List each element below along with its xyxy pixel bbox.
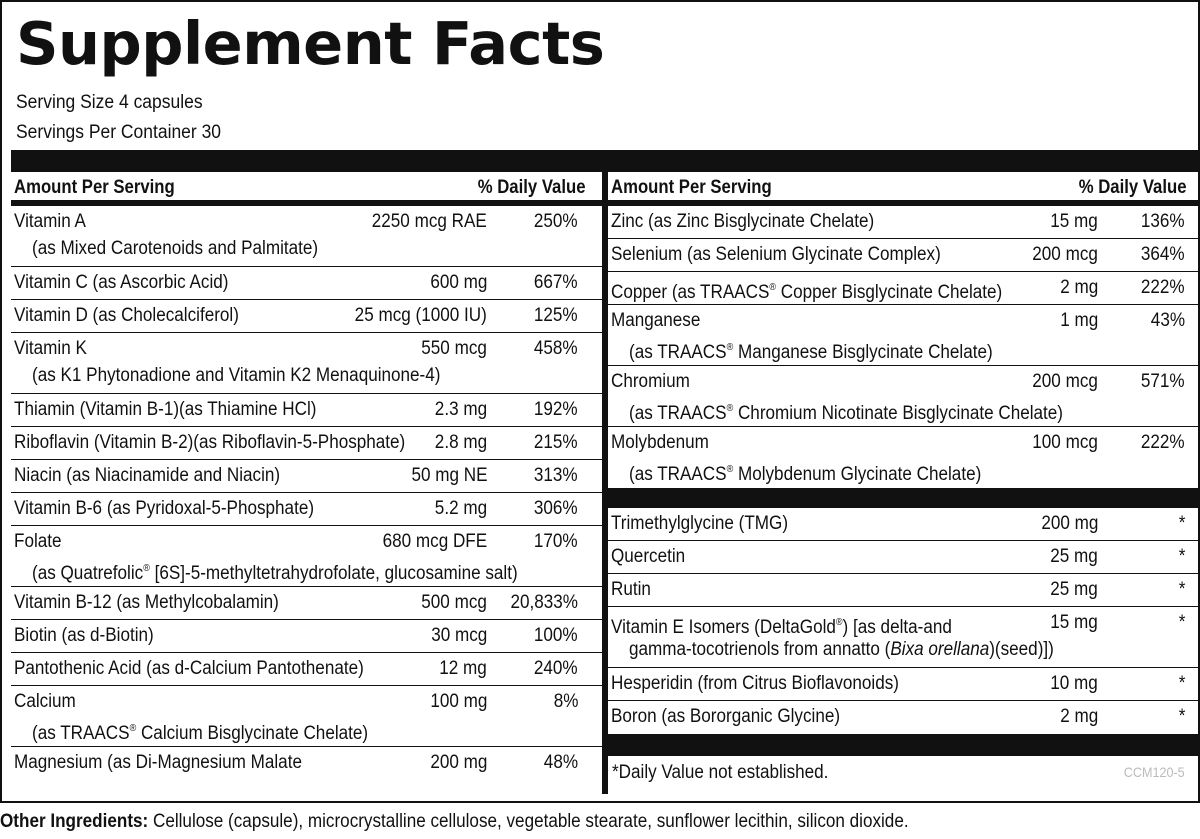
nutrient-row: [11, 206, 602, 267]
nutrient-name: Hesperidin (from Citrus Bioflavonoids): [611, 673, 899, 694]
right-column-header: [608, 172, 1199, 206]
nutrient-name: Thiamin (Vitamin B-1)(as Thiamine HCl): [14, 399, 317, 420]
nutrient-daily-value: 192%: [534, 399, 578, 420]
nutrient-row: [608, 574, 1199, 607]
nutrient-daily-value: 215%: [534, 432, 578, 453]
nutrient-daily-value: 43%: [1150, 310, 1185, 331]
nutrient-row: [608, 607, 1199, 668]
nutrient-amount: 200 mcg: [1032, 371, 1098, 392]
amount-per-serving-label: Amount Per Serving: [611, 177, 772, 198]
nutrient-row: [608, 366, 1199, 427]
botanical-name: Bixa orellana: [890, 639, 990, 660]
nutrient-amount: 600 mg: [429, 272, 487, 293]
nutrient-amount: 500 mcg: [421, 592, 487, 613]
nutrient-source: (as Quatrefolic® [6S]-5-methyltetrahydrofolate, glucosamine salt): [32, 563, 518, 584]
nutrient-name: Vitamin C (as Ascorbic Acid): [14, 272, 229, 293]
nutrient-daily-value: 8%: [553, 691, 578, 712]
nutrient-daily-value: 364%: [1141, 244, 1185, 265]
section-divider-bar: [608, 488, 1199, 508]
nutrient-name: Boron (as Bororganic Glycine): [611, 706, 841, 727]
nutrient-daily-value: 222%: [1141, 277, 1185, 298]
nutrient-daily-value: 240%: [534, 658, 578, 679]
other-ingredients: [0, 810, 909, 834]
nutrient-name: Vitamin D (as Cholecalciferol): [14, 305, 239, 326]
daily-value-label: % Daily Value: [1079, 177, 1187, 198]
nutrient-name: Manganese: [611, 310, 701, 331]
nutrient-row: [608, 541, 1199, 574]
panel-title: Supplement Facts: [16, 9, 605, 78]
nutrient-source: (as TRAACS® Chromium Nicotinate Bisglycinate Chelate): [629, 403, 1063, 424]
nutrient-name: Copper (as TRAACS® Copper Bisglycinate Chelate): [611, 282, 1003, 303]
nutrient-amount: 200 mcg: [1032, 244, 1098, 265]
nutrient-amount: 5.2 mg: [434, 498, 487, 519]
nutrient-row: [11, 427, 602, 460]
left-column: [11, 172, 602, 792]
nutrient-name: Molybdenum: [611, 432, 709, 453]
nutrient-row: [608, 508, 1199, 541]
nutrient-daily-value: 48%: [543, 752, 578, 773]
nutrient-name: Trimethylglycine (TMG): [611, 513, 789, 534]
nutrient-row: [608, 239, 1199, 272]
nutrient-daily-value: 250%: [534, 211, 578, 232]
daily-value-label: % Daily Value: [478, 177, 586, 198]
footnote-area: [608, 756, 1199, 790]
nutrient-row: [11, 526, 602, 587]
nutrient-name: Folate: [14, 531, 62, 552]
nutrient-row: [11, 460, 602, 493]
nutrient-daily-value: 100%: [534, 625, 578, 646]
nutrient-daily-value: *: [1178, 612, 1185, 633]
nutrient-row: [608, 272, 1199, 305]
nutrient-amount: 2250 mcg RAE: [371, 211, 487, 232]
nutrient-row: [11, 300, 602, 333]
nutrient-amount: 100 mcg: [1032, 432, 1098, 453]
nutrient-row: [11, 587, 602, 620]
nutrient-row: [11, 267, 602, 300]
nutrient-amount: 2.8 mg: [434, 432, 487, 453]
nutrient-source: gamma-tocotrienols from annatto (Bixa orellana)(seed)]): [629, 639, 1054, 660]
nutrient-source: (as TRAACS® Manganese Bisglycinate Chelate): [629, 342, 993, 363]
nutrient-row: [11, 333, 602, 394]
section-divider-bar: [608, 734, 1199, 756]
nutrient-amount: 2.3 mg: [434, 399, 487, 420]
nutrient-daily-value: 306%: [534, 498, 578, 519]
top-divider-bar: [11, 150, 1199, 172]
nutrient-amount: 25 mcg (1000 IU): [354, 305, 487, 326]
nutrient-daily-value: 136%: [1141, 211, 1185, 232]
nutrient-row: [608, 701, 1199, 734]
right-column: [608, 172, 1199, 792]
nutrient-row: [11, 620, 602, 653]
product-code: CCM120-5: [1124, 764, 1185, 780]
nutrient-amount: 30 mcg: [430, 625, 487, 646]
nutrient-row: [11, 493, 602, 526]
nutrient-daily-value: 571%: [1141, 371, 1185, 392]
nutrient-name: Magnesium (as Di-Magnesium Malate: [14, 752, 302, 773]
nutrient-amount: 200 mg: [1040, 513, 1098, 534]
nutrient-name: Calcium: [14, 691, 76, 712]
nutrient-amount: 1 mg: [1059, 310, 1098, 331]
nutrient-source: (as TRAACS® Molybdenum Glycinate Chelate): [629, 464, 982, 485]
nutrient-amount: 12 mg: [439, 658, 487, 679]
nutrient-name: Vitamin B-6 (as Pyridoxal-5-Phosphate): [14, 498, 315, 519]
nutrient-row: [608, 206, 1199, 239]
nutrient-daily-value: 667%: [534, 272, 578, 293]
nutrient-name: Zinc (as Zinc Bisglycinate Chelate): [611, 211, 875, 232]
nutrient-daily-value: *: [1178, 706, 1185, 727]
nutrient-amount: 2 mg: [1059, 706, 1098, 727]
other-ingredients-label: Other Ingredients:: [0, 811, 149, 832]
nutrient-row: [11, 653, 602, 686]
nutrient-row: [11, 394, 602, 427]
servings-per-container: Servings Per Container 30: [16, 122, 222, 143]
nutrient-source: (as K1 Phytonadione and Vitamin K2 Menaquinone-4): [32, 365, 441, 386]
nutrient-amount: 15 mg: [1050, 612, 1098, 633]
nutrient-daily-value: 20,833%: [510, 592, 578, 613]
right-nutrient-rows: [608, 206, 1199, 790]
nutrient-daily-value: 170%: [534, 531, 578, 552]
nutrient-row: [608, 668, 1199, 701]
nutrient-name: Vitamin K: [14, 338, 87, 359]
nutrient-amount: 25 mg: [1050, 579, 1098, 600]
nutrient-name: Rutin: [611, 579, 651, 600]
nutrient-name: Riboflavin (Vitamin B-2)(as Riboflavin-5-Phosphate): [14, 432, 406, 453]
nutrient-amount: 50 mg NE: [410, 465, 487, 486]
nutrient-daily-value: 125%: [534, 305, 578, 326]
nutrient-amount: 15 mg: [1050, 211, 1098, 232]
other-ingredients-text: Cellulose (capsule), microcrystalline cellulose, vegetable stearate, sunflower lecithin, silicon dioxide.: [152, 811, 909, 832]
nutrient-daily-value: 458%: [534, 338, 578, 359]
nutrient-row: [608, 305, 1199, 366]
nutrient-name: Vitamin B-12 (as Methylcobalamin): [14, 592, 279, 613]
nutrient-name: Quercetin: [611, 546, 686, 567]
nutrient-row: [11, 686, 602, 747]
nutrient-amount: 2 mg: [1059, 277, 1098, 298]
nutrient-daily-value: *: [1178, 513, 1185, 534]
nutrient-row: [608, 427, 1199, 488]
nutrient-amount: 100 mg: [429, 691, 487, 712]
nutrient-name: Selenium (as Selenium Glycinate Complex): [611, 244, 941, 265]
nutrient-amount: 25 mg: [1050, 546, 1098, 567]
nutrient-amount: 680 mcg DFE: [382, 531, 487, 552]
nutrient-row: [11, 747, 602, 780]
nutrient-daily-value: *: [1178, 673, 1185, 694]
nutrient-source: (as TRAACS® Calcium Bisglycinate Chelate): [32, 723, 369, 744]
nutrient-name: Biotin (as d-Biotin): [14, 625, 154, 646]
nutrient-source: (as Mixed Carotenoids and Palmitate): [32, 238, 319, 259]
left-nutrient-rows: [11, 206, 602, 780]
serving-size: Serving Size 4 capsules: [16, 92, 203, 113]
nutrient-amount: 550 mcg: [421, 338, 487, 359]
amount-per-serving-label: Amount Per Serving: [14, 177, 175, 198]
nutrient-name: Chromium: [611, 371, 690, 392]
nutrient-name: Niacin (as Niacinamide and Niacin): [14, 465, 281, 486]
nutrient-daily-value: 313%: [534, 465, 578, 486]
nutrient-daily-value: *: [1178, 579, 1185, 600]
nutrient-amount: 200 mg: [429, 752, 487, 773]
nutrient-name: Pantothenic Acid (as d-Calcium Pantothenate): [14, 658, 364, 679]
nutrient-daily-value: 222%: [1141, 432, 1185, 453]
nutrient-daily-value: *: [1178, 546, 1185, 567]
daily-value-footnote: *Daily Value not established.: [612, 762, 829, 783]
nutrient-name: Vitamin A: [14, 211, 86, 232]
left-column-header: [11, 172, 602, 206]
nutrient-amount: 10 mg: [1050, 673, 1098, 694]
nutrient-name: Vitamin E Isomers (DeltaGold®) [as delta-and: [611, 617, 952, 638]
